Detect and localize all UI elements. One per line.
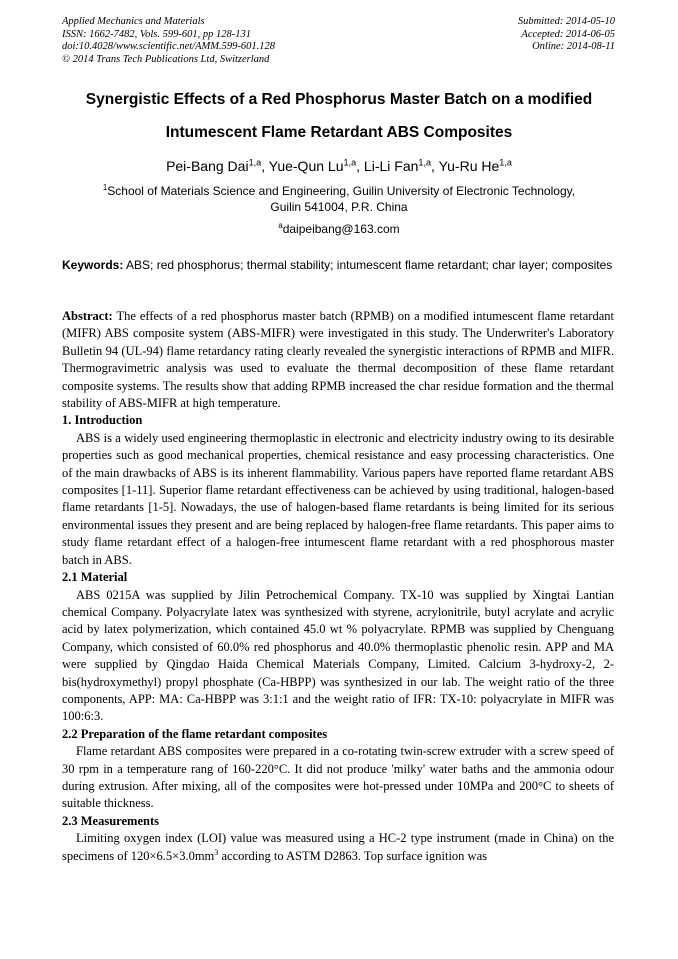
section-heading-preparation: 2.2 Preparation of the flame retardant composites (62, 726, 328, 741)
email-mark: a (278, 221, 283, 230)
author-list: Pei-Bang Dai$^{1,a}$, Yue-Qun Lu$^{1,a}$, Li-Li Fan$^{1,a}$, Yu-Ru He$^{1,a}$ (166, 157, 512, 174)
paper-title-line-1: Synergistic Effects of a Red Phosphorus Master Batch on a modified (85, 91, 593, 108)
section-text-preparation: Flame retardant ABS composites were prepared in a co-rotating twin-screw extruder with a screw speed of 30 rpm in a temperature rang of 160-220°C. It did not produce 'milky' water baths and the ammonia odour during extrusion. After mixing, all of the composites were hot-pressed under 10MPa and 200°C to sheets of suitable thickness. (62, 744, 614, 811)
section-heading-measurements: 2.3 Measurements (62, 813, 159, 828)
issn-line: ISSN: 1662-7482, Vols. 599-601, pp 128-131 (62, 28, 251, 40)
paper-body (62, 308, 614, 865)
affiliation-mark: 1 (102, 183, 108, 192)
affiliation-line-2: Guilin 541004, P.R. China (270, 200, 408, 214)
author-affiliation-mark: 1,a (343, 157, 357, 168)
keywords (62, 256, 614, 274)
section-text-material: ABS 0215A was supplied by Jilin Petrochemical Company. TX-10 was supplied by Xingtai Lantian chemical Company. Polyacrylate latex was synthesized with styrene, acrylonitrile, butyl acrylate and acrylic acid by latex polymerization, which contained 45.0 wt % polyacrylate. RPMB was supplied by Chenguang Company, which consisted of 60.0% red phosphorus and 40.0% thermoplastic phenolic resin. APP and MA were supplied by Qingdao Haida Chemical Materials Company, Limited. Calcium 3-hydroxy-2, 2-bis(hydroxymethyl) propyl phosphate (Ca-HBPP) was synthesized in our lab. The weight ratio of the three components, APP: MA: Ca-HBPP was 3:1:1 and the weight ratio of IFR: TX-10: polyacrylate in MIFR was 100:6:3. (62, 587, 614, 724)
abstract-text: The effects of a red phosphorus master batch (RPMB) on a modified intumescent flame retardant (MIFR) ABS composite system (ABS-MIFR) were investigated in this study. The Underwriter's Laboratory Bulletin 94 (UL-94) flame retardancy rating clearly revealed the synergistic interactions of RPMB and MIFR. Thermogravimetric analysis was used to evaluate the thermal decomposition of these flame retardant composite systems. The results show that adding RPMB increased the char residue formation and the thermal stability of ABS-MIFR at high temperature. (62, 309, 614, 411)
journal-header (62, 16, 275, 66)
paper-title-line-2: Intumescent Flame Retardant ABS Composites (165, 124, 513, 141)
author-affiliation-mark: 1,a (499, 157, 512, 168)
contact-email (40, 222, 638, 236)
dates-header (518, 16, 615, 54)
keywords-label: Keywords: (62, 258, 124, 272)
email-address[interactable]: daipeibang@163.com (282, 222, 400, 236)
section-heading-introduction: 1. Introduction (62, 413, 143, 428)
submitted-date: Submitted: 2014-05-10 (517, 16, 615, 27)
journal-name: Applied Mechanics and Materials (62, 16, 205, 27)
keywords-text: ABS; red phosphorus; thermal stability; intumescent flame retardant; char layer; composites (126, 258, 613, 272)
author-name: Yue-Qun Lu (268, 158, 344, 174)
measurements-text-2: according to ASTM D2863. Top surface ignition was (218, 848, 487, 863)
section-text-measurements (62, 830, 614, 865)
measurements-unit-superscript: 3 (214, 847, 219, 857)
affiliation (70, 183, 608, 215)
affiliation-line-1: School of Materials Science and Engineering, Guilin University of Electronic Technology, (107, 184, 576, 198)
author-name: Yu-Ru He (438, 158, 500, 174)
author-affiliation-mark: 1,a (248, 157, 262, 168)
accepted-date: Accepted: 2014-06-05 (521, 28, 615, 40)
copyright-line: © 2014 Trans Tech Publications Ltd, Switzerland (62, 53, 270, 65)
abstract (62, 308, 614, 412)
author-name: Li-Li Fan (363, 158, 419, 174)
author-name: Pei-Bang Dai (166, 158, 249, 174)
abstract-label: Abstract: (62, 309, 113, 323)
section-heading-material: 2.1 Material (62, 570, 128, 585)
doi-line[interactable]: doi:10.4028/www.scientific.net/AMM.599-601.128 (62, 41, 275, 52)
section-text-introduction: ABS is a widely used engineering thermoplastic in electronic and electricity industry owing to its desirable properties such as good mechanical properties, chemical resistance and easy processing characteristics. One of the main drawbacks of ABS is its inherent flammability. Various papers have reported flame retardant ABS composites [1-11]. Superior flame retardant effectiveness can be achieved by using traditional, halogen-based flame retardants [1-5]. Nowadays, the use of halogen-based flame retardants is being limited for its serious environmental issues they present and are being replaced by halogen-free flame retardants. This paper aims to study flame retardant effect of a halogen-free intumescent flame retardant with a red phosphorous master batch in ABS. (62, 430, 614, 567)
author-affiliation-mark: 1,a (418, 157, 432, 168)
online-date: Online: 2014-08-11 (532, 41, 615, 52)
measurements-text-1: Limiting oxygen index (LOI) value was measured using a HC-2 type instrument (made in China) on the specimens of 120×6.5×3.0mm (62, 831, 614, 863)
